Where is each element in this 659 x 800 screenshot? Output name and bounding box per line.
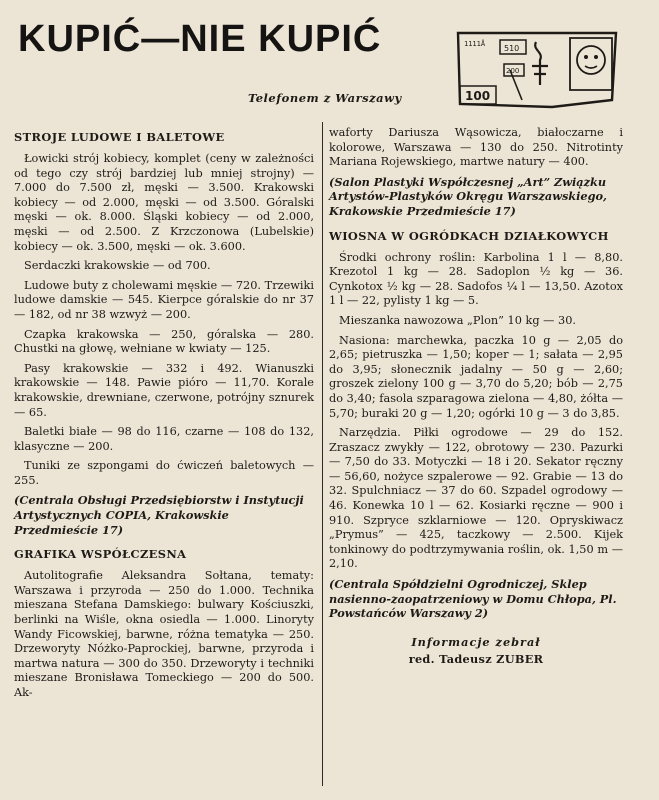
paragraph: Narzędzia. Piłki ogrodowe — 29 do 152. Zraszacz zwykły — 122, obrotowy — 230. Pazurki — 7,50 do 33. Motyczki — 18 i 20. Sekator ręczny — 56,60, nożyce szpalerowe — 92. Grabie — 13 do 32. Spulchniacz — 37 do 60. Szpadel ogrodowy — 46. Konewka 10 l — 62. Kosiarki ręczne — 900 i 910. Szpryce szklarniowe — 120. Opryskiwacz „Prymus” — 425, taczkowy — 2.500. Kijek tonkinowy do podtrzymywania roślin, ok. 1,50 m — 2,10. — [329, 426, 623, 571]
section-heading-stroje: STROJE LUDOWE I BALETOWE — [14, 130, 225, 144]
credit-author: red. Tadeusz ZUBER — [408, 652, 544, 667]
left-column — [14, 130, 314, 706]
tag-price-100: 100 — [465, 89, 491, 103]
figure-icon — [532, 42, 548, 85]
portrait-face-icon — [577, 46, 605, 74]
paragraph: Tuniki ze szpongami do ćwiczeń baletowych — 255. — [14, 459, 314, 487]
paragraph: Ludowe buty z cholewami męskie — 720. Trzewiki ludowe damskie — 545. Kierpce góralskie do nr 37 — 182, od nr 38 wzwyż — 200. — [14, 278, 314, 321]
source-note: (Centrala Spółdzielni Ogrodniczej, Sklep nasienno-zaopatrzeniowy w Domu Chłopa, Pl. Powstańców Warszawy 2) — [329, 577, 617, 621]
source-note: (Centrala Obsługi Przedsiębiorstw i Instytucji Artystycznych COPIA, Krakowskie Przedmieście 17) — [14, 493, 304, 537]
price-tag-illustration — [452, 30, 622, 110]
byline: Telefonem z Warszawy — [248, 91, 402, 105]
tag-price-510: 510 — [504, 44, 520, 53]
paragraph: Łowicki strój kobiecy, komplet (ceny w zależności od tego czy strój bardziej lub mniej strojny) — 7.000 do 7.500 zł, męski — 3.500. Krakowski kobiecy — od 2.000, męski — od 3.500. Góralski męski — ok. 8.000. Śląski kobiecy — od 2.000, męski — od 2.500. Z Krzczonowa (Lubelskie) kobiecy — ok. 3.500, męski — ok. 3.600. — [14, 152, 314, 253]
tag-price-200: 200 — [506, 67, 520, 75]
paragraph: Środki ochrony roślin: Karbolina 1 l — 8,80. Krezotol 1 kg — 28. Sadoplon ½ kg — 36. Cynkotox ½ kg — 28. Sadofos ¼ l — 13,50. Azotox 1 l — 22, pylisty 1 kg — 5. — [329, 250, 623, 308]
paragraph: Autolitografie Aleksandra Sołtana, tematy: Warszawa i przyroda — 250 do 1.000. Technika mieszana Stefana Damskiego: bulwary Kościuszki, berlinki na Wiśle, okna osiedla — 1.000. Linoryty Wandy Ficowskiej, barwne, różna tematyka — 250. Drzeworyty Nóżko-Paprockiej, barwne, przyroda i martwa natura — 300 do 350. Drzeworyty i techniki mieszane Bronisława Tomeckiego — 200 do 500. Ak- — [14, 569, 314, 699]
paragraph: Nasiona: marchewka, paczka 10 g — 2,05 do 2,65; pietruszka — 1,50; koper — 1; sałata — 2,95 do 3,95; słonecznik jadalny — 50 g — 2,60; groszek zielony 100 g — 3,70 do 5,20; bób — 2,75 do 3,40; fasola szparagowa zielona — 4,80, żółta — 5,70; buraki 20 g — 1,20; ogórki 10 g — 3 do 3,85. — [329, 333, 623, 420]
article-title: KUPIĆ—NIE KUPIĆ — [18, 18, 382, 60]
paragraph: Czapka krakowska — 250, góralska — 280. Chustki na głowę, wełniane w kwiaty — 125. — [14, 327, 314, 356]
credit-line: Informacje zebrał — [411, 634, 541, 649]
paragraph: Pasy krakowskie — 332 i 492. Wianuszki krakowskie — 148. Pawie pióro — 11,70. Korale krakowskie, drewniane, czerwone, potrójny sznurek — 65. — [14, 361, 314, 419]
section-heading-grafika: GRAFIKA WSPÓŁCZESNA — [14, 547, 187, 562]
section-heading-wiosna: WIOSNA W OGRÓDKACH DZIAŁKOWYCH — [329, 228, 609, 243]
paragraph-continuation: waforty Dariusza Wąsowicza, białoczarne i kolorowe, Warszawa — 130 do 250. Nitrotinty Mariana Rojewskiego, martwe natury — 400. — [329, 126, 623, 169]
tag-top-label: 1111Å — [464, 40, 486, 48]
paragraph: Baletki białe — 98 do 116, czarne — 108 do 132, klasyczne — 200. — [14, 425, 314, 453]
column-divider — [322, 122, 323, 786]
right-column — [329, 126, 623, 667]
paragraph: Mieszanka nawozowa „Plon” 10 kg — 30. — [339, 313, 577, 327]
paragraph: Serdaczki krakowskie — od 700. — [24, 259, 211, 273]
source-note: (Salon Plastyki Współczesnej „Art” Związku Artystów-Plastyków Okręgu Warszawskiego, Krakowskie Przedmieście 17) — [329, 174, 607, 218]
